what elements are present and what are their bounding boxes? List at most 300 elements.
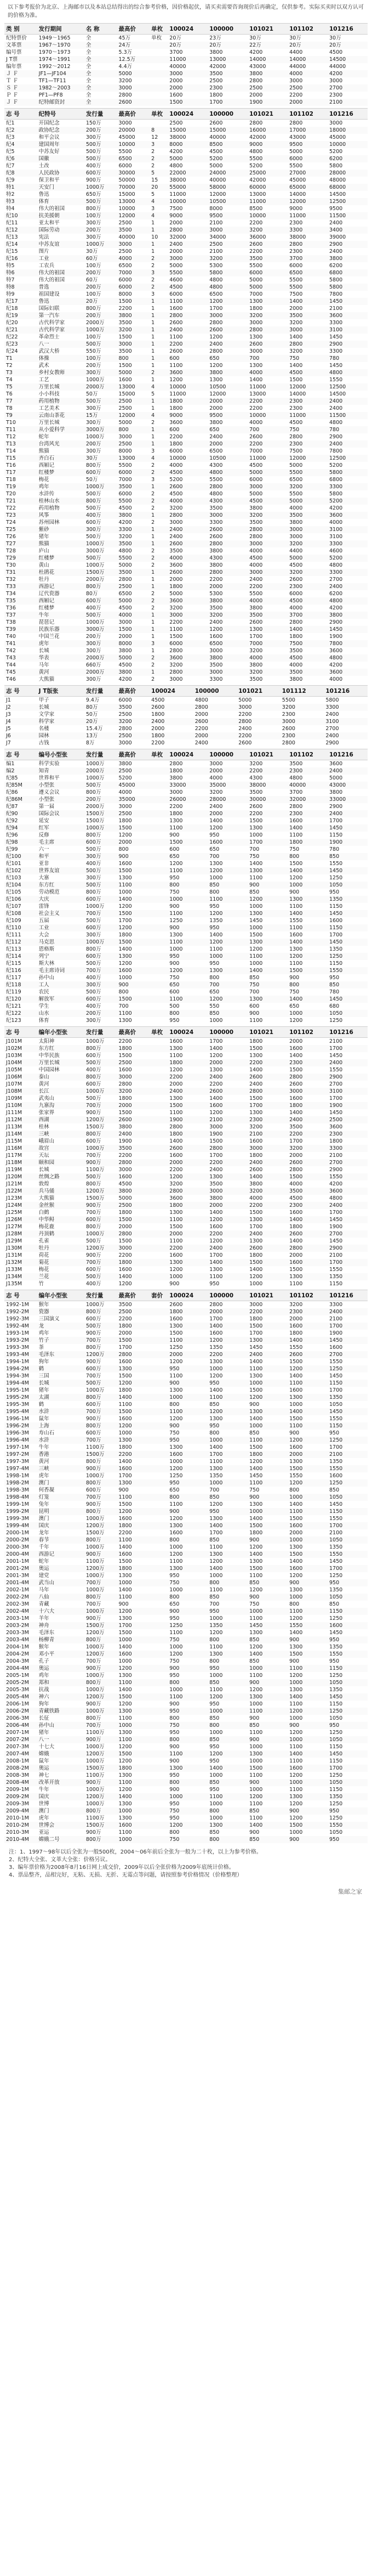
price-cell: 2300	[288, 1059, 328, 1066]
table-row	[4, 1522, 368, 1529]
table-row	[4, 1515, 368, 1522]
catalog-number: 纪12	[4, 227, 37, 234]
catalog-number: T37	[4, 612, 37, 619]
price-cell: 3500	[249, 676, 263, 682]
price-cell: 1500	[288, 1465, 328, 1472]
price-cell: 55000	[168, 184, 208, 191]
price-cell: 4	[150, 212, 168, 219]
price-cell	[150, 1836, 168, 1843]
price-cell: 2600	[150, 704, 193, 711]
column-header: 纪特号	[37, 109, 84, 120]
price-cell	[150, 1665, 168, 1672]
price-cell: 2300	[288, 1308, 328, 1315]
price-cell: 700万	[84, 1102, 117, 1109]
price-cell: 1250	[169, 1345, 183, 1351]
price-cell: 2600	[117, 99, 150, 106]
price-cell: 300万	[84, 640, 117, 647]
price-cell: 1200	[168, 1551, 208, 1558]
price-cell: 1300	[117, 1365, 150, 1372]
price-cell: 700万	[84, 1437, 117, 1444]
price-cell: 1300	[117, 1479, 150, 1487]
price-cell: 2400	[209, 434, 223, 440]
issue-name: 大庆	[37, 896, 84, 903]
price-cell: 14500	[328, 56, 368, 63]
price-cell: 900	[168, 924, 208, 931]
price-cell	[150, 1088, 168, 1095]
price-cell: 1000	[248, 1422, 288, 1430]
price-cell: 2200	[151, 740, 165, 746]
table-row	[4, 1330, 368, 1337]
table-row	[4, 1437, 368, 1444]
price-cell: 600	[168, 355, 208, 362]
table-row	[4, 519, 368, 526]
price-cell: 2	[151, 462, 155, 468]
price-cell: 950	[209, 961, 220, 967]
price-cell: 1800	[249, 1252, 263, 1258]
price-cell: 1500万	[84, 1622, 117, 1629]
price-cell: 3200	[288, 1145, 328, 1152]
price-cell: 3300	[117, 526, 150, 533]
price-cell: 1800	[168, 767, 208, 775]
table-row	[4, 476, 368, 483]
price-cell: 1200	[289, 1815, 303, 1821]
price-cell: 1800	[117, 1045, 150, 1052]
price-cell: 4500	[289, 420, 303, 426]
price-cell: 1000万	[84, 241, 117, 248]
table-row	[4, 1836, 368, 1843]
price-cell: 3800	[117, 669, 150, 676]
price-cell: 3200	[117, 1088, 150, 1095]
price-cell: 3000	[117, 341, 150, 348]
price-cell	[150, 1444, 168, 1451]
price-cell: 2300	[289, 248, 303, 255]
price-cell	[150, 1422, 168, 1430]
price-cell: 2500	[117, 810, 150, 817]
price-cell: 1900	[329, 634, 343, 640]
price-cell: 2600	[289, 577, 303, 583]
price-cell: 1800	[329, 1138, 343, 1144]
price-cell: 1450	[329, 1238, 343, 1244]
price-cell: 1300	[249, 1501, 263, 1507]
price-cell: 4300	[209, 462, 223, 468]
price-cell: 1700	[329, 1444, 343, 1450]
price-cell	[150, 1074, 168, 1081]
price-cell: 3000	[118, 740, 132, 746]
price-cell: 1200	[117, 1380, 150, 1387]
price-cell	[150, 92, 168, 99]
table-row	[4, 732, 368, 739]
table-row	[4, 405, 368, 412]
price-cell: 1800	[169, 405, 183, 411]
price-cell: 1600	[329, 1473, 343, 1479]
price-cell: 1000	[249, 1758, 263, 1764]
catalog-number: 2006-2M	[4, 1708, 37, 1715]
catalog-number: 纪122	[4, 1010, 37, 1017]
issue-name: 龙年	[38, 1530, 49, 1536]
table-row	[4, 334, 368, 341]
price-cell: 3500	[117, 540, 150, 547]
price-cell: 14500	[329, 391, 346, 397]
price-cell: 80万	[85, 591, 98, 597]
price-cell: 1450	[328, 1750, 368, 1758]
price-cell: 1000万	[85, 619, 105, 625]
table-row	[4, 227, 368, 234]
catalog-number: J113M	[6, 1124, 22, 1130]
price-cell: 1500	[248, 1323, 288, 1330]
price-cell: 2200	[248, 1202, 288, 1209]
catalog-number: 1992-1M	[6, 1302, 29, 1308]
price-cell: 3500	[118, 320, 132, 326]
table-row	[4, 619, 368, 626]
price-cell: 3600	[329, 648, 343, 654]
catalog-number: T18	[6, 477, 16, 483]
price-cell: 1600	[249, 1138, 263, 1144]
price-cell: 2800	[237, 718, 281, 725]
price-cell: 3300	[329, 320, 343, 326]
price-cell: 950	[168, 953, 208, 960]
price-cell: 1600	[289, 1095, 303, 1101]
table-row	[4, 1116, 368, 1123]
price-cell: 1350	[328, 896, 368, 903]
catalog-number: 编1	[6, 761, 15, 767]
price-cell: 850	[249, 1430, 260, 1436]
price-cell: 600万	[84, 839, 117, 846]
price-cell: 800	[169, 1715, 180, 1721]
price-cell: 2500	[117, 583, 150, 590]
price-cell: 2400	[208, 1074, 248, 1081]
catalog-number: J115M	[6, 1138, 22, 1144]
catalog-number: J122M	[4, 1188, 37, 1195]
price-cell: 1100	[289, 961, 303, 967]
price-cell	[150, 1515, 168, 1522]
issue-name: 药用植物	[38, 505, 60, 511]
price-cell: 1000	[249, 903, 263, 909]
table-row	[4, 1415, 368, 1422]
price-cell: 2500	[288, 84, 328, 92]
issue-name: 国际劳动	[37, 227, 84, 234]
price-cell: 1300	[248, 939, 288, 946]
table-row	[4, 981, 368, 988]
price-cell: 2800	[168, 227, 208, 234]
price-cell: 900	[169, 1281, 180, 1287]
price-cell: 2	[150, 555, 168, 562]
price-cell: 800万	[84, 1479, 117, 1487]
price-cell: 4200	[118, 519, 132, 526]
catalog-number: 纪103	[6, 875, 21, 881]
price-cell: 8000	[118, 448, 132, 454]
price-cell: 2000	[208, 810, 248, 817]
price-cell: 1000	[168, 1273, 208, 1280]
table-row	[4, 319, 368, 326]
price-cell: 2900	[325, 740, 339, 746]
price-cell: 700	[209, 1601, 220, 1607]
price-cell: 1100	[288, 1665, 328, 1672]
price-cell: 1550	[328, 1551, 368, 1558]
price-cell: 20万	[208, 42, 248, 49]
issue-name: 牛年	[38, 1787, 49, 1793]
price-cell: 2000	[208, 440, 248, 448]
table-row	[4, 1109, 368, 1116]
issue-name: 敦煌	[38, 1181, 49, 1187]
price-cell: 15000	[168, 127, 208, 134]
price-cell	[150, 1793, 168, 1800]
price-cell: 3800	[248, 70, 288, 77]
price-cell: 600万	[85, 1487, 101, 1493]
issue-name: 劳动模范	[38, 889, 60, 895]
catalog-number: J4	[4, 718, 37, 725]
price-cell	[150, 796, 168, 803]
price-cell: 5000	[329, 775, 343, 781]
price-cell: 2400	[208, 1245, 248, 1252]
table-row	[4, 789, 368, 796]
price-cell	[150, 1715, 168, 1722]
price-cell: 1400	[248, 1651, 288, 1658]
price-cell: 1500	[168, 99, 208, 106]
issue-name: 红楼梦	[37, 469, 84, 476]
price-cell: 1400	[208, 1323, 248, 1330]
table-row	[4, 56, 368, 63]
price-cell	[150, 996, 168, 1003]
price-cell: 43000	[249, 64, 266, 70]
price-cell: 2200	[248, 767, 288, 775]
price-cell: 600	[168, 426, 208, 433]
table-row	[4, 1465, 368, 1472]
price-cell: 2800	[117, 1159, 150, 1166]
price-cell: 4500	[329, 49, 343, 55]
price-cell: 2600	[282, 726, 295, 732]
price-cell: 2900	[328, 1245, 368, 1252]
price-cell: 4800	[169, 163, 183, 169]
price-cell: 4000	[117, 255, 150, 262]
price-cell: 6000	[118, 163, 132, 169]
price-cell: 6800	[329, 477, 343, 483]
price-cell: 3800	[249, 662, 263, 668]
price-cell: 3000	[118, 804, 132, 810]
table-row	[4, 1651, 368, 1658]
catalog-number: 纪4	[4, 141, 37, 148]
price-cell: 1100万	[85, 1815, 105, 1821]
price-cell: 10000	[248, 212, 288, 219]
price-cell: 1400	[288, 1216, 328, 1223]
price-cell: 2800	[118, 726, 132, 732]
price-cell: 1	[151, 220, 155, 226]
issue-name: 体育	[37, 198, 84, 205]
catalog-number: 纪87	[6, 804, 18, 810]
issue-name: 澳门	[38, 1516, 49, 1522]
price-cell: 5500	[282, 697, 295, 703]
price-cell: 1000万	[85, 1038, 105, 1044]
price-cell: 2600	[209, 120, 223, 126]
price-cell	[150, 903, 168, 910]
price-cell: 900	[289, 1658, 300, 1664]
price-cell	[150, 1772, 168, 1779]
catalog-number: 特9	[6, 291, 15, 297]
price-cell: 850	[248, 1722, 288, 1729]
price-cell: 1400	[169, 1138, 183, 1144]
price-cell: 60万	[85, 277, 98, 283]
price-cell: 850	[209, 1402, 220, 1408]
price-cell: 3500	[117, 227, 150, 234]
price-cell: 500万	[84, 1323, 117, 1330]
price-cell	[150, 1365, 168, 1372]
issue-name: 鼠年	[38, 1416, 49, 1422]
price-cell: 5000	[289, 149, 303, 155]
catalog-number: T5	[4, 383, 37, 391]
price-cell: 22万	[248, 42, 288, 49]
price-cell	[150, 1052, 168, 1059]
price-cell: 850	[248, 1807, 288, 1815]
issue-name: 杜鹃花	[37, 569, 84, 576]
price-cell: 4800	[194, 697, 208, 703]
price-cell: 2200	[169, 804, 183, 810]
price-cell: 1600	[118, 377, 132, 383]
catalog-number: J103M	[6, 1053, 22, 1059]
price-cell: 8500	[249, 206, 263, 212]
price-cell: 1400	[289, 1501, 303, 1507]
price-cell: 1800	[289, 634, 303, 640]
issue-name: 马克思	[37, 939, 84, 946]
price-cell: 3000	[169, 789, 183, 795]
price-cell: 4000	[288, 70, 328, 77]
issue-name: 竹子	[37, 1337, 84, 1344]
price-cell: 4000	[329, 676, 343, 682]
price-cell: 9000	[168, 412, 208, 419]
catalog-number: 特2	[6, 191, 15, 197]
price-cell	[150, 846, 168, 853]
price-cell: 3800	[118, 761, 132, 767]
price-cell: 10500	[208, 198, 248, 205]
price-cell: 1900	[329, 1224, 343, 1230]
price-cell: 2000	[289, 1252, 303, 1258]
table-row	[4, 583, 368, 590]
price-cell: 2000	[118, 634, 132, 640]
price-cell: 1550	[329, 1516, 343, 1522]
price-cell: 1100	[209, 946, 223, 952]
price-cell: 4200	[329, 605, 343, 611]
price-cell: 1000万	[85, 1573, 105, 1579]
price-cell: 200万	[84, 312, 117, 319]
price-cell: 9500	[288, 141, 328, 148]
catalog-number: 2001-1M	[6, 1558, 29, 1564]
price-cell: 2400	[329, 248, 343, 255]
price-cell: 1000万	[85, 903, 105, 909]
issue-name: 丝绸之路	[37, 1173, 84, 1180]
price-cell: 1500	[249, 1210, 263, 1216]
issue-name: 猴年	[38, 1302, 49, 1308]
issue-name: 长城	[38, 648, 49, 654]
price-cell: 2200	[237, 732, 281, 739]
price-cell: 800	[288, 853, 328, 860]
price-cell: 1300	[118, 1018, 132, 1024]
table-row	[4, 312, 368, 319]
price-cell: 2600	[209, 534, 223, 540]
price-cell: 3000	[118, 1167, 132, 1173]
price-cell: 1350	[328, 1394, 368, 1401]
price-cell: 700万	[84, 1722, 117, 1729]
price-cell: 3200	[288, 540, 328, 547]
price-cell: 1700	[249, 1224, 263, 1230]
price-cell: 1000万	[85, 1644, 105, 1650]
issue-name: 1992～2012	[38, 64, 71, 70]
price-cell: 1400	[249, 1359, 263, 1365]
price-cell: 15	[151, 177, 158, 183]
price-cell: 1100	[249, 1573, 263, 1579]
catalog-number: 2007-4M	[4, 1750, 37, 1758]
price-cell	[150, 49, 168, 56]
price-cell: 1100万	[85, 1730, 105, 1736]
price-cell: 2300	[288, 810, 328, 817]
price-cell: 2800	[169, 761, 183, 767]
price-cell: 2000	[169, 577, 183, 583]
catalog-number: 2005-4M	[4, 1693, 37, 1701]
price-cell: 1300	[289, 1544, 303, 1550]
price-cell: 1200	[208, 1216, 248, 1223]
table-row	[4, 505, 368, 512]
price-cell: 900	[248, 1536, 288, 1544]
table-row	[4, 555, 368, 562]
price-cell: 400万	[85, 975, 101, 981]
price-cell: 1200	[249, 1587, 263, 1593]
issue-name: 熊猫	[38, 448, 49, 454]
price-cell: 2000	[288, 99, 328, 106]
catalog-number: 1998-1M	[6, 1473, 29, 1479]
catalog-number: 纪117	[6, 975, 21, 981]
price-cell: 1200	[289, 1615, 303, 1622]
price-cell: 900	[168, 1422, 208, 1430]
issue-name: 鸡年	[38, 1673, 49, 1679]
price-cell: 950	[169, 1673, 180, 1679]
price-cell: 650	[209, 846, 220, 852]
price-cell: 300万	[85, 420, 101, 426]
price-cell	[150, 1145, 168, 1152]
catalog-number: J110M	[4, 1102, 37, 1109]
price-cell: 600万	[84, 896, 117, 903]
table-row	[4, 455, 368, 462]
price-cell	[150, 1216, 168, 1223]
price-cell	[150, 1536, 168, 1544]
price-cell: 1100	[289, 1758, 303, 1764]
price-cell: 35000	[208, 782, 248, 789]
price-cell: 4500	[118, 505, 132, 511]
price-cell	[150, 42, 168, 49]
price-cell: 1450	[328, 1693, 368, 1701]
issue-name: 邓小平	[37, 1651, 84, 1658]
price-cell	[150, 1315, 168, 1323]
price-cell: 5	[151, 191, 155, 197]
price-cell: 8000	[209, 206, 223, 212]
issue-name: 鸡年	[38, 1330, 49, 1336]
price-cell: 500万	[84, 141, 117, 148]
table-row	[4, 576, 368, 583]
price-cell: 4000	[249, 562, 263, 568]
table-row	[4, 1145, 368, 1152]
price-cell: 1800	[249, 1153, 263, 1159]
table-row	[4, 1529, 368, 1536]
price-cell	[150, 810, 168, 817]
table-row	[4, 1815, 368, 1822]
price-cell: 1100万	[85, 1444, 105, 1450]
price-cell: 1800	[249, 1530, 263, 1536]
price-cell: 780	[329, 846, 340, 852]
price-cell: 300万	[84, 853, 117, 860]
price-cell	[150, 1579, 168, 1586]
price-cell: 1900	[328, 839, 368, 846]
catalog-number: 纪100	[4, 853, 37, 860]
price-cell: 1100	[118, 1715, 132, 1721]
price-cell: 1600	[118, 1359, 132, 1365]
issue-name: 澳门	[37, 1479, 84, 1487]
price-cell: 1600	[209, 1330, 223, 1336]
